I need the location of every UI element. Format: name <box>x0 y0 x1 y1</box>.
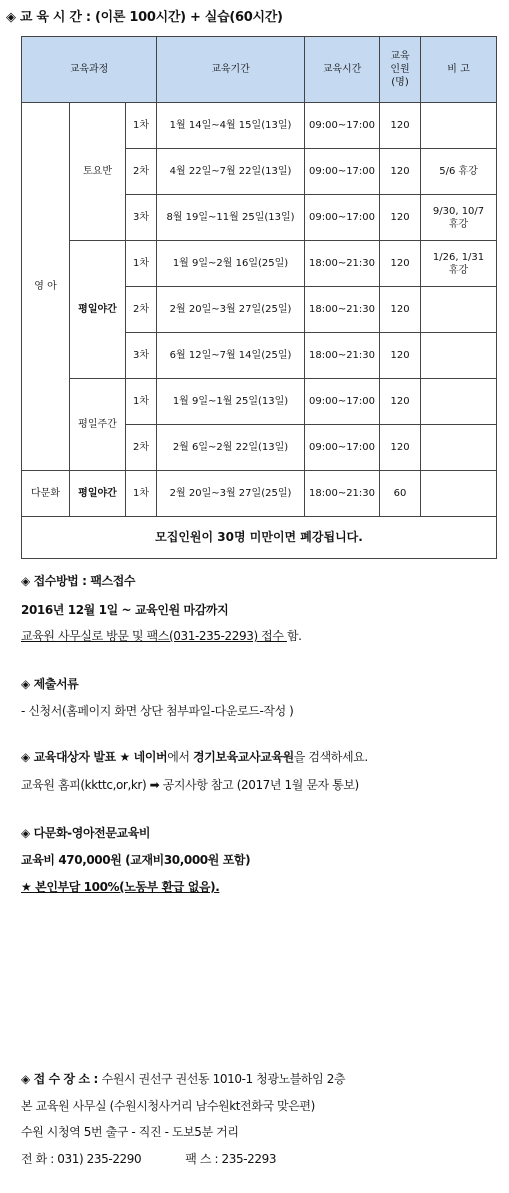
table-footer-note: 모집인원이 30명 미만이면 폐강됩니다. <box>22 517 497 559</box>
cell-period: 2월 20일~3월 27일(25일) <box>157 471 305 517</box>
cell-time: 09:00~17:00 <box>305 195 380 241</box>
cell-round: 1차 <box>126 471 157 517</box>
apply-heading: ◈ 접수방법 : 팩스접수 <box>21 574 136 588</box>
cell-capacity: 120 <box>380 149 421 195</box>
table-header-row <box>22 37 497 103</box>
table-row <box>22 241 497 287</box>
cell-capacity: 120 <box>380 195 421 241</box>
cell-capacity: 120 <box>380 241 421 287</box>
table-row <box>22 103 497 149</box>
apply-method <box>21 627 302 644</box>
fax-label: 팩 스 : <box>185 1152 222 1166</box>
place-line-1 <box>21 1070 345 1087</box>
schedule-table <box>21 36 497 559</box>
place-address: 수원시 권선구 권선동 1010-1 청광노블하임 2층 <box>101 1072 346 1086</box>
cell-note <box>421 287 497 333</box>
cell-note: 5/6 휴강 <box>421 149 497 195</box>
cell-round: 1차 <box>126 103 157 149</box>
cell-capacity: 120 <box>380 287 421 333</box>
header-time: 교육시간 <box>305 37 380 103</box>
cell-period: 1월 14일~4월 15일(13일) <box>157 103 305 149</box>
fax-number: 235-2293 <box>221 1152 277 1166</box>
apply-method-end: 함. <box>286 629 302 643</box>
docs-line: - 신청서(홈페이지 화면 상단 첨부파일-다운로드-작성 ) <box>21 704 294 718</box>
cell-capacity: 120 <box>380 425 421 471</box>
cell-period: 1월 9일~1월 25일(13일) <box>157 379 305 425</box>
announce-part-b: 에서 <box>167 750 194 764</box>
cell-time: 09:00~17:00 <box>305 425 380 471</box>
cell-note <box>421 425 497 471</box>
group-infant: 영 아 <box>22 103 70 471</box>
cell-note <box>421 379 497 425</box>
phone-label: 전 화 : <box>21 1152 58 1166</box>
cell-time: 18:00~21:30 <box>305 287 380 333</box>
place-contact <box>21 1150 276 1167</box>
cell-time: 18:00~21:30 <box>305 241 380 287</box>
cell-period: 4월 22일~7월 22일(13일) <box>157 149 305 195</box>
fee-heading: ◈ 다문화-영아전문교육비 <box>21 826 151 840</box>
announce-part-a: ◈ 교육대상자 발표 ★ 네이버 <box>21 750 168 764</box>
cell-period: 1월 9일~2월 16일(25일) <box>157 241 305 287</box>
fee-amount: 교육비 470,000원 (교재비30,000원 포함) <box>21 853 251 867</box>
place-line-3: 수원 시청역 5번 출구 - 직진 - 도보5분 거리 <box>21 1125 239 1139</box>
cell-note: 9/30, 10/7 휴강 <box>421 195 497 241</box>
cell-period: 2월 20일~3월 27일(25일) <box>157 287 305 333</box>
cell-period: 6월 12일~7월 14일(25일) <box>157 333 305 379</box>
cell-capacity: 120 <box>380 103 421 149</box>
header-period: 교육기간 <box>157 37 305 103</box>
group-multicultural-session: 평일야간 <box>70 471 126 517</box>
apply-method-text: 교육원 사무실로 방문 및 팩스(031-235-2293) 접수 <box>21 629 287 643</box>
cell-capacity: 120 <box>380 333 421 379</box>
cell-round: 2차 <box>126 287 157 333</box>
header-capacity: 교육 인원 (명) <box>380 37 421 103</box>
place-label: ◈ 접 수 장 소 : <box>21 1072 102 1086</box>
table-row <box>22 471 497 517</box>
table-footer-row <box>22 517 497 559</box>
group-multicultural: 다문화 <box>22 471 70 517</box>
header-note: 비 고 <box>421 37 497 103</box>
cell-round: 2차 <box>126 425 157 471</box>
cell-round: 3차 <box>126 333 157 379</box>
cell-capacity: 60 <box>380 471 421 517</box>
cell-note: 1/26, 1/31 휴강 <box>421 241 497 287</box>
cell-time: 09:00~17:00 <box>305 149 380 195</box>
header-course: 교육과정 <box>22 37 157 103</box>
group-weekday-night: 평일야간 <box>70 241 126 379</box>
cell-note <box>421 103 497 149</box>
cell-round: 1차 <box>126 379 157 425</box>
cell-time: 09:00~17:00 <box>305 379 380 425</box>
group-saturday: 토요반 <box>70 103 126 241</box>
place-line-2: 본 교육원 사무실 (수원시청사거리 남수원kt전화국 맞은편) <box>21 1099 315 1113</box>
phone-number: 031) 235-2290 <box>57 1152 142 1166</box>
cell-capacity: 120 <box>380 379 421 425</box>
section-title-schedule: ◈ 교 육 시 간 : (이론 100시간) + 실습(60시간) <box>6 10 283 25</box>
fee-self-pay: ★ 본인부담 100%(노동부 환급 없음). <box>21 880 220 894</box>
cell-round: 3차 <box>126 195 157 241</box>
cell-time: 18:00~21:30 <box>305 333 380 379</box>
group-weekday-day: 평일주간 <box>70 379 126 471</box>
cell-note <box>421 471 497 517</box>
table-row <box>22 379 497 425</box>
apply-period: 2016년 12월 1일 ~ 교육인원 마감까지 <box>21 603 229 617</box>
cell-time: 18:00~21:30 <box>305 471 380 517</box>
cell-period: 2월 6일~2월 22일(13일) <box>157 425 305 471</box>
cell-round: 1차 <box>126 241 157 287</box>
cell-period: 8월 19일~11월 25일(13일) <box>157 195 305 241</box>
announce-heading <box>21 748 368 765</box>
docs-heading: ◈ 제출서류 <box>21 677 79 691</box>
cell-note <box>421 333 497 379</box>
announce-line: 교육원 홈피(kkttc,or,kr) ➡ 공지사항 참고 (2017년 1월 문자 통보) <box>21 778 359 792</box>
announce-part-d: 을 검색하세요. <box>293 750 368 764</box>
cell-time: 09:00~17:00 <box>305 103 380 149</box>
cell-round: 2차 <box>126 149 157 195</box>
announce-part-c: 경기보육교사교육원 <box>193 750 294 764</box>
